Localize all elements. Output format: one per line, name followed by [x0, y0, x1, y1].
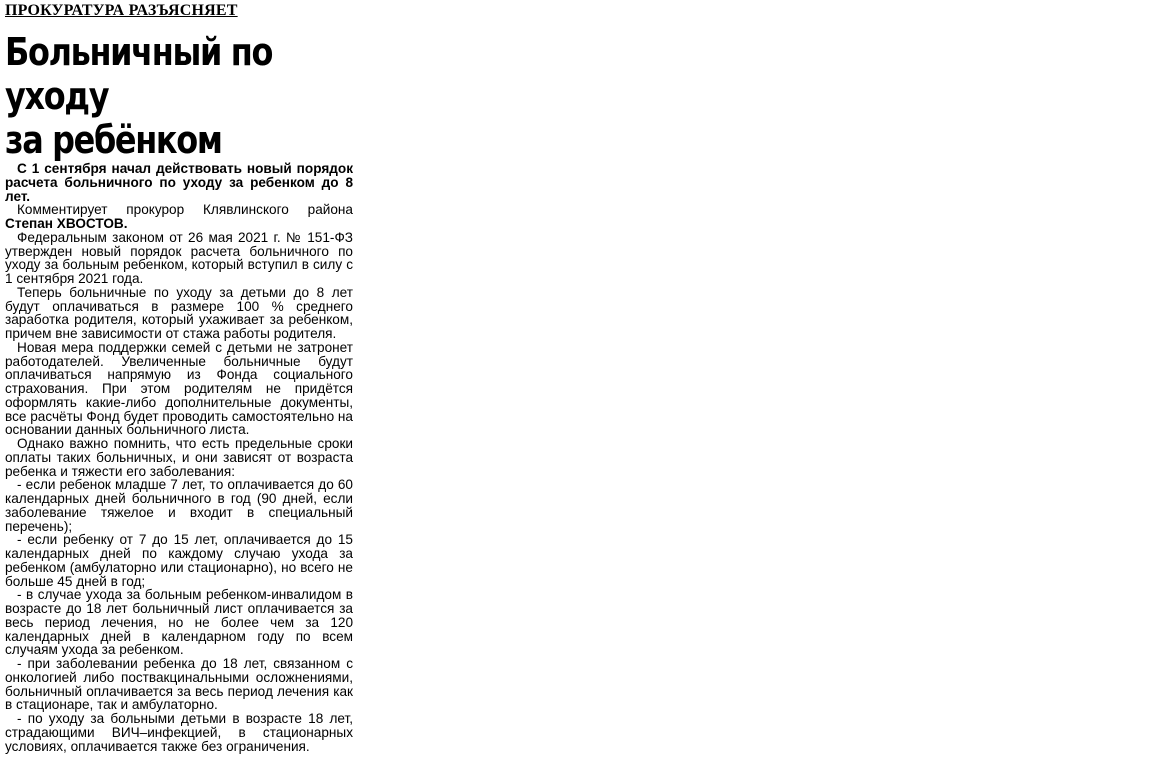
article-headline — [5, 30, 358, 162]
comment-intro: Комментирует прокурор Клявлинского района — [17, 202, 353, 218]
paragraph: Федеральным законом от 26 мая 2021 г. № 151-ФЗ утвержден новый порядок расчета больничного по уходу за больным ребенком, который вступил в силу с 1 сентября 2021 года. — [5, 229, 353, 286]
list-item: - если ребенок младше 7 лет, то оплачивается до 60 календарных дней больничного в год (90 дней, если заболевание тяжелое и входит в специальный перечень); — [5, 477, 353, 534]
list-item: - в случае ухода за больным ребенком-инвалидом в возрасте до 18 лет больничный лист оплачивается за весь период лечения, но не более чем за 120 календарных дней в календарном году по всем случаям ухода за ребенком. — [5, 587, 353, 658]
list-item: - при заболевании ребенка до 18 лет, связанном с онкологией либо поствакцинальными осложнениями, больничный оплачивается за весь период лечения как в стационаре, так и амбулаторно. — [5, 656, 353, 713]
paragraph: Однако важно помнить, что есть предельные сроки оплаты таких больничных, и они зависят от возраста ребенка и тяжести его заболевания: — [5, 436, 353, 479]
paragraph: Теперь больничные по уходу за детьми до 8 лет будут оплачиваться в размере 100 % среднего заработка родителя, который ухаживает за ребенком, причем вне зависимости от стажа работы родителя. — [5, 284, 353, 341]
headline-line-2: за ребёнком — [5, 118, 222, 162]
author-name: Степан ХВОСТОВ. — [5, 216, 128, 231]
comment-intro-paragraph — [5, 203, 353, 231]
paragraph: Новая мера поддержки семей с детьми не затронет работодателей. Увеличенные больничные будут оплачиваться напрямую из Фонда социального страхования. При этом родителям не придётся оформлять какие-либо дополнительные документы, все расчёты Фонд будет проводить самостоятельно на основании данных больничного листа. — [5, 339, 353, 438]
rubric-heading: ПРОКУРАТУРА РАЗЪЯСНЯЕТ — [5, 2, 238, 19]
article-body — [5, 162, 353, 753]
article-column — [5, 0, 353, 753]
list-item: - если ребенку от 7 до 15 лет, оплачивается до 15 календарных дней по каждому случаю ухода за ребенком (амбулаторно или стационарно), но всего не больше 45 дней в год; — [5, 532, 353, 589]
article-lead: С 1 сентября начал действовать новый порядок расчета больничного по уходу за ребенком до 8 лет. — [5, 161, 353, 204]
headline-line-1: Больничный по уходу — [5, 30, 273, 118]
list-item: - по уходу за больными детьми в возрасте 18 лет, страдающими ВИЧ–инфекцией, в стационарных условиях, оплачивается также без ограничения. — [5, 711, 353, 754]
